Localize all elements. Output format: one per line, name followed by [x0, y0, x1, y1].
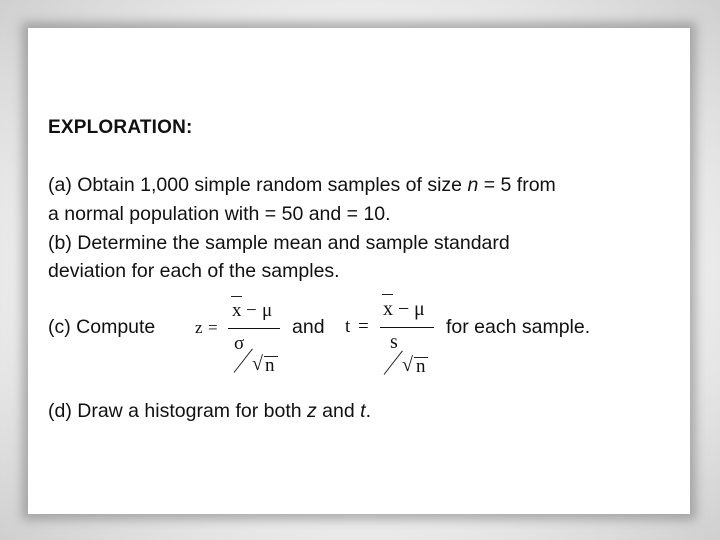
part-d-z: z [307, 400, 317, 422]
part-d-post: . [365, 400, 371, 422]
heading: EXPLORATION: [48, 117, 193, 138]
part-c-and: and [292, 316, 325, 338]
part-b-line-2: deviation for each of the samples. [48, 260, 340, 282]
z-den-sqrt: √ [252, 353, 263, 375]
part-d-t: t [360, 400, 366, 422]
part-d-pre: (d) Draw a histogram for both [48, 400, 308, 422]
t-equals: = [358, 316, 369, 337]
part-d-mid: and [316, 400, 361, 422]
z-den-n: n [265, 355, 275, 376]
part-a-line-2: a normal population with = 50 and = 10. [48, 203, 391, 225]
z-num-x: x [232, 300, 242, 321]
part-c-tail: for each sample. [446, 316, 591, 338]
t-num-mu: μ [414, 298, 425, 320]
part-c-label: (c) Compute [48, 316, 156, 338]
t-den-s: s [390, 331, 398, 353]
z-lhs: z [195, 318, 203, 337]
t-den-n: n [416, 356, 426, 377]
part-a-line-1 [48, 174, 556, 197]
z-equals: = [208, 318, 218, 337]
t-num-x: x [383, 298, 393, 320]
z-fraction-bar [228, 328, 280, 329]
part-a-line-1-post: = 5 from [478, 174, 556, 196]
z-xbar-bar [231, 296, 242, 297]
part-d-line [48, 400, 371, 423]
z-num-minus: − [246, 300, 257, 321]
part-a-var-n: n [467, 174, 479, 196]
part-a-line-1-pre: (a) Obtain 1,000 simple random samples of size [48, 174, 468, 196]
z-den-sigma: σ [234, 333, 245, 354]
part-b-line-1: (b) Determine the sample mean and sample standard [48, 232, 510, 254]
t-lhs: t [345, 316, 351, 337]
t-num-minus: − [398, 298, 410, 320]
t-xbar-bar [382, 294, 393, 295]
z-num-mu: μ [262, 300, 273, 321]
t-den-sqrt: √ [402, 354, 413, 376]
t-fraction-bar [380, 327, 434, 328]
